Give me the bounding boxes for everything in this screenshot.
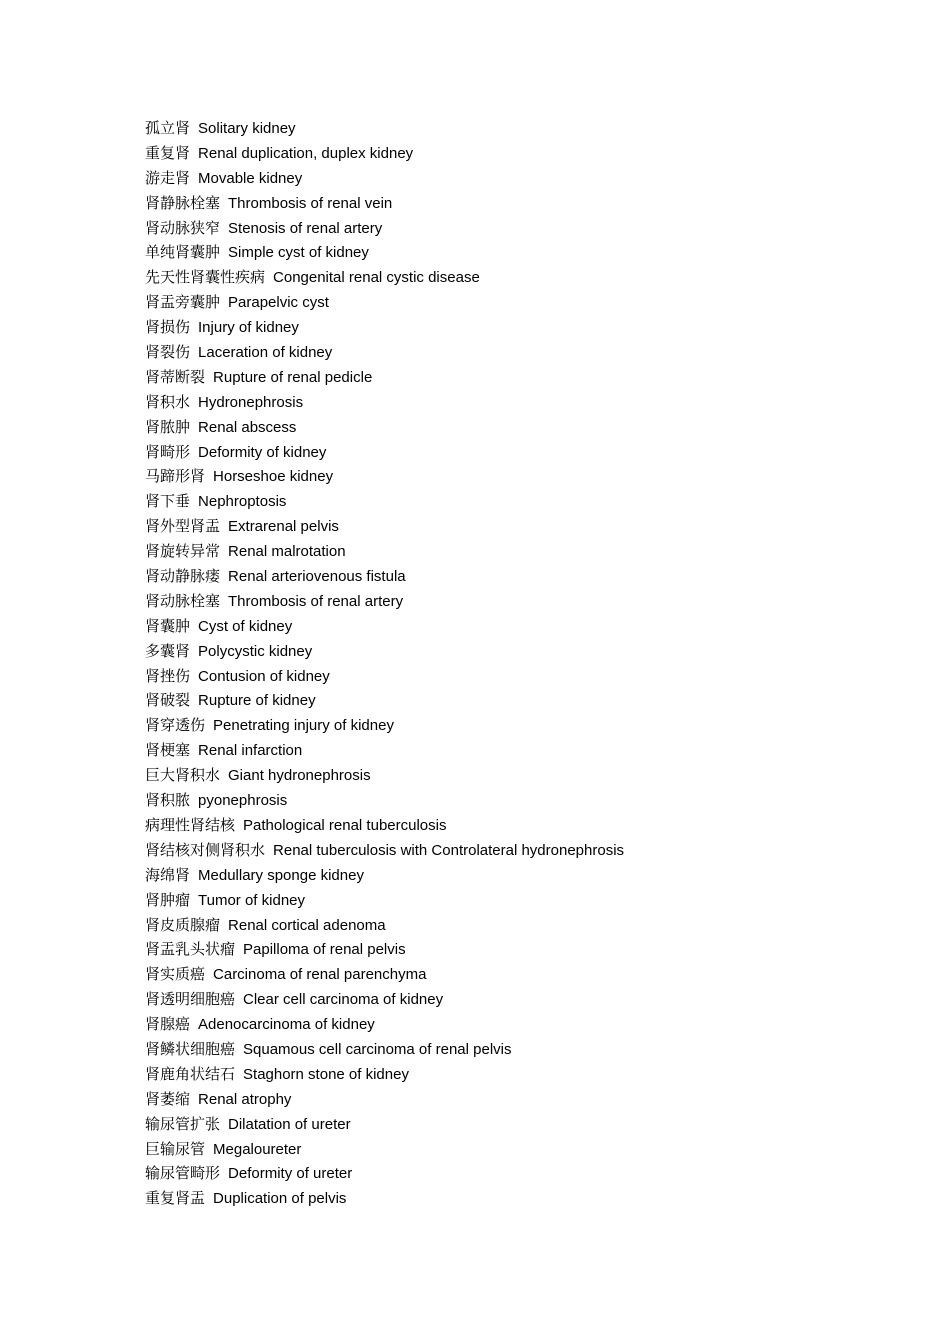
term-list — [145, 116, 624, 1211]
term-chinese: 孤立肾 — [145, 119, 191, 137]
term-row — [145, 639, 624, 664]
term-english: Injury of kidney — [198, 319, 299, 337]
term-row — [145, 141, 624, 166]
term-row — [145, 614, 624, 639]
term-english: Tumor of kidney — [198, 891, 306, 909]
term-chinese: 肾畸形 — [145, 442, 191, 461]
term-english: Simple cyst of kidney — [228, 244, 369, 262]
term-english: Horseshoe kidney — [213, 468, 334, 486]
term-chinese: 肾实质癌 — [145, 965, 206, 984]
term-english: Renal duplication, duplex kidney — [198, 144, 414, 162]
term-row — [145, 415, 624, 440]
term-english: Carcinoma of renal parenchyma — [213, 966, 427, 984]
term-english: Renal infarction — [198, 742, 303, 760]
term-chinese: 海绵肾 — [145, 865, 191, 884]
term-english: Polycystic kidney — [198, 642, 313, 660]
term-row — [145, 514, 624, 539]
term-chinese: 肾盂旁囊肿 — [145, 293, 221, 312]
term-chinese: 重复肾 — [145, 143, 191, 162]
term-english: Dilatation of ureter — [228, 1115, 351, 1133]
term-english: Renal atrophy — [198, 1090, 292, 1108]
term-row — [145, 315, 624, 340]
term-chinese: 肾皮质腺瘤 — [145, 915, 221, 934]
term-row — [145, 290, 624, 315]
term-english: Renal tuberculosis with Controlateral hydronephrosis — [273, 841, 625, 859]
term-chinese: 肾挫伤 — [145, 666, 191, 685]
term-row — [145, 116, 624, 141]
term-chinese: 马蹄形肾 — [145, 467, 206, 486]
term-row — [145, 390, 624, 415]
term-chinese: 肾动脉栓塞 — [145, 591, 221, 610]
term-english: Medullary sponge kidney — [198, 866, 364, 884]
term-english: Squamous cell carcinoma of renal pelvis — [243, 1040, 512, 1058]
term-chinese: 肾积脓 — [145, 791, 191, 810]
term-row — [145, 1137, 624, 1162]
term-english: Duplication of pelvis — [213, 1190, 347, 1208]
term-row — [145, 838, 624, 863]
term-chinese: 游走肾 — [145, 168, 191, 187]
term-english: pyonephrosis — [198, 792, 288, 810]
term-chinese: 肾损伤 — [145, 318, 191, 337]
term-english: Rupture of kidney — [198, 692, 316, 710]
term-row — [145, 489, 624, 514]
term-english: Movable kidney — [198, 169, 303, 187]
term-chinese: 肾积水 — [145, 392, 191, 411]
term-english: Hydronephrosis — [198, 393, 304, 411]
term-row — [145, 1112, 624, 1137]
term-row — [145, 813, 624, 838]
term-chinese: 肾破裂 — [145, 691, 191, 710]
term-row — [145, 913, 624, 938]
term-chinese: 肾梗塞 — [145, 741, 191, 760]
term-english: Papilloma of renal pelvis — [243, 941, 406, 959]
term-english: Rupture of renal pedicle — [213, 368, 373, 386]
term-chinese: 输尿管畸形 — [145, 1164, 221, 1183]
term-chinese: 单纯肾囊肿 — [145, 243, 221, 262]
term-row — [145, 216, 624, 241]
term-chinese: 肾腺癌 — [145, 1015, 191, 1034]
term-english: Laceration of kidney — [198, 344, 333, 362]
term-row — [145, 664, 624, 689]
term-chinese: 肾旋转异常 — [145, 542, 221, 561]
term-chinese: 肾萎缩 — [145, 1089, 191, 1108]
term-chinese: 肾囊肿 — [145, 616, 191, 635]
term-english: Renal arteriovenous fistula — [228, 568, 406, 586]
term-row — [145, 713, 624, 738]
term-english: Clear cell carcinoma of kidney — [243, 991, 444, 1009]
term-chinese: 先天性肾囊性疾病 — [145, 268, 266, 287]
term-chinese: 肾裂伤 — [145, 343, 191, 362]
term-english: Penetrating injury of kidney — [213, 717, 394, 735]
term-chinese: 多囊肾 — [145, 641, 191, 660]
term-row — [145, 191, 624, 216]
term-chinese: 肾静脉栓塞 — [145, 193, 221, 212]
term-row — [145, 1037, 624, 1062]
term-english: Giant hydronephrosis — [228, 767, 371, 785]
term-chinese: 肾蒂断裂 — [145, 367, 206, 386]
term-english: Renal abscess — [198, 418, 297, 436]
term-row — [145, 365, 624, 390]
term-chinese: 肾穿透伤 — [145, 716, 206, 735]
term-chinese: 肾肿瘤 — [145, 890, 191, 909]
term-row — [145, 788, 624, 813]
term-row — [145, 937, 624, 962]
term-row — [145, 688, 624, 713]
term-row — [145, 962, 624, 987]
term-english: Staghorn stone of kidney — [243, 1065, 409, 1083]
term-row — [145, 1087, 624, 1112]
term-english: Extrarenal pelvis — [228, 518, 339, 536]
term-row — [145, 539, 624, 564]
term-english: Deformity of ureter — [228, 1165, 353, 1183]
term-row — [145, 240, 624, 265]
term-english: Thrombosis of renal artery — [228, 592, 404, 610]
term-row — [145, 464, 624, 489]
term-chinese: 肾盂乳头状瘤 — [145, 940, 236, 959]
term-chinese: 病理性肾结核 — [145, 815, 236, 834]
term-row — [145, 564, 624, 589]
term-english: Nephroptosis — [198, 493, 287, 511]
term-english: Renal malrotation — [228, 543, 346, 561]
term-row — [145, 888, 624, 913]
term-english: Deformity of kidney — [198, 443, 327, 461]
term-english: Adenocarcinoma of kidney — [198, 1016, 375, 1034]
term-chinese: 巨输尿管 — [145, 1139, 206, 1158]
term-english: Parapelvic cyst — [228, 294, 329, 312]
term-row — [145, 987, 624, 1012]
term-english: Megaloureter — [213, 1140, 302, 1158]
term-row — [145, 340, 624, 365]
term-row — [145, 1012, 624, 1037]
term-row — [145, 166, 624, 191]
term-english: Stenosis of renal artery — [228, 219, 383, 237]
term-chinese: 输尿管扩张 — [145, 1114, 221, 1133]
term-chinese: 肾动静脉瘘 — [145, 567, 221, 586]
term-chinese: 肾动脉狭窄 — [145, 218, 221, 237]
term-english: Solitary kidney — [198, 120, 296, 137]
term-chinese: 肾鳞状细胞癌 — [145, 1039, 236, 1058]
term-english: Pathological renal tuberculosis — [243, 816, 447, 834]
term-row — [145, 589, 624, 614]
term-english: Cyst of kidney — [198, 617, 293, 635]
term-chinese: 重复肾盂 — [145, 1189, 206, 1208]
term-english: Renal cortical adenoma — [228, 916, 386, 934]
term-row — [145, 738, 624, 763]
term-english: Thrombosis of renal vein — [228, 194, 393, 212]
term-row — [145, 1062, 624, 1087]
term-row — [145, 1186, 624, 1211]
term-row — [145, 1161, 624, 1186]
term-chinese: 肾外型肾盂 — [145, 517, 221, 536]
term-english: Congenital renal cystic disease — [273, 269, 480, 287]
term-english: Contusion of kidney — [198, 667, 330, 685]
term-chinese: 肾结核对侧肾积水 — [145, 840, 266, 859]
term-chinese: 巨大肾积水 — [145, 766, 221, 785]
term-row — [145, 265, 624, 290]
term-chinese: 肾脓肿 — [145, 417, 191, 436]
term-chinese: 肾鹿角状结石 — [145, 1064, 236, 1083]
term-row — [145, 863, 624, 888]
term-row — [145, 440, 624, 465]
term-row — [145, 763, 624, 788]
term-chinese: 肾透明细胞癌 — [145, 990, 236, 1009]
term-chinese: 肾下垂 — [145, 492, 191, 511]
